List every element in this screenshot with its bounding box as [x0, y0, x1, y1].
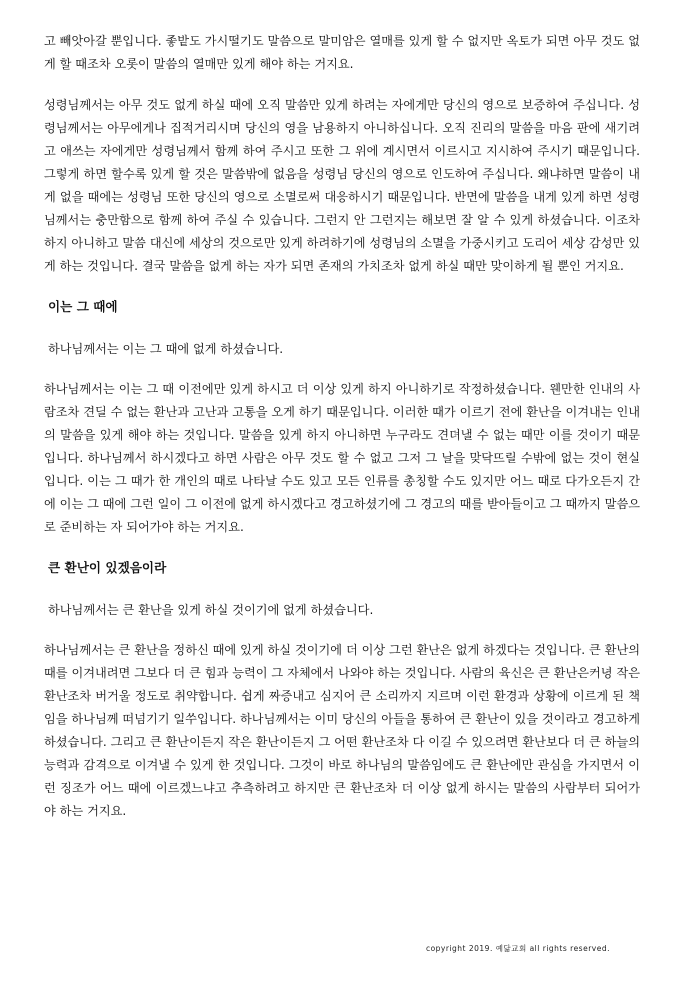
paragraph-1: 고 빼앗아갈 뿐입니다. 좋밭도 가시떨기도 말씀으로 말미암은 열매를 있게 할 수 없지만 옥토가 되면 아무 것도 없게 할 때조차 오롯이 말씀의 열매만 있게 해야 하는 거지요. [44, 34, 640, 71]
section-quote-2: 하나님께서는 큰 환난을 있게 하실 것이기에 없게 하셨습니다. [48, 603, 374, 617]
paragraph-4: 하나님께서는 큰 환난을 정하신 때에 있게 하실 것이기에 더 이상 그런 환난은 없게 하겠다는 것입니다. 큰 환난의 때를 이겨내려면 그보다 더 큰 힘과 능력이 그 자체에서 나와야 하는 것입니다. 사람의 육신은 큰 환난은커녕 작은 환난조차 버거울 정도로 취약합니다. 쉽게 짜증내고 심지어 큰 소리까지 지르며 이런 환경과 상황에 이르게 된 책임을 하나님께 떠넘기기 일쑤입니다. 하나님께서는 이미 당신의 아들을 통하여 큰 환난이 있을 것이라고 경고하게 하셨습니다. 그리고 큰 환난이든지 작은 환난이든지 그 어떤 환난조차 다 이길 수 있으려면 환난보다 더 큰 하늘의 능력과 감격으로 이겨낼 수 있게 한 것입니다. 그것이 바로 하나님의 말씀임에도 큰 환난에만 관심을 가지면서 이런 징조가 어느 때에 이르겠느냐고 추측하려고 하지만 큰 환난조차 더 이상 없게 하시는 말씀의 사람부터 되어가야 하는 거지요. [44, 643, 640, 818]
paragraph-3: 하나님께서는 이는 그 때 이전에만 있게 하시고 더 이상 있게 하지 아니하기로 작정하셨습니다. 웬만한 인내의 사람조차 견딜 수 없는 환난과 고난과 고통을 오게 하기 때문입니다. 이러한 때가 이르기 전에 환난을 이겨내는 인내의 말씀을 있게 해야 하는 것입니다. 말씀을 있게 하지 아니하면 누구라도 견뎌낼 수 없는 때만 이를 것이기 때문입니다. 하나님께서 하시겠다고 하면 사람은 아무 것도 할 수 없고 그저 그 날을 맞닥뜨릴 수밖에 없는 것이 현실입니다. 이는 그 때가 한 개인의 때로 나타날 수도 있고 모든 인류를 총칭할 수도 있지만 어느 때로 다가오든지 간에 이는 그 때에 그런 일이 그 이전에 없게 하시겠다고 경고하셨기에 그 경고의 때를 받아들이고 그 때까지 말씀으로 준비하는 자 되어가야 하는 거지요. [44, 382, 640, 534]
section-heading-1: 이는 그 때에 [48, 299, 118, 314]
paragraph-2: 성령님께서는 아무 것도 없게 하실 때에 오직 말씀만 있게 하려는 자에게만 당신의 영으로 보증하여 주십니다. 성령님께서는 아무에게나 집적거리시며 당신의 영을 남용하지 아니하십니다. 오직 진리의 말씀을 마음 판에 새기려고 애쓰는 자에게만 성령님께서 함께 하여 주시고 또한 그 위에 계시면서 이르시고 지시하여 주시기 때문입니다. 그렇게 하면 할수록 있게 할 것은 말씀밖에 없음을 성령님 당신의 영으로 인도하여 주십니다. 왜냐하면 말씀이 내게 없을 때에는 성령님 또한 당신의 영으로 소멸로써 대응하시기 때문입니다. 반면에 말씀을 내게 있게 하면 성령님께서는 충만함으로 함께 하여 주실 수 있습니다. 그런지 안 그런지는 해보면 잘 알 수 있게 하셨습니다. 이조차 하지 아니하고 말씀 대신에 세상의 것으로만 있게 하려하기에 성령님의 소멸을 가중시키고 도리어 세상 감성만 있게 하는 것입니다. 결국 말씀을 없게 하는 자가 되면 존재의 가치조차 없게 하실 때만 맞이하게 될 뿐인 거지요. [44, 98, 640, 273]
section-heading-2: 큰 환난이 있겠음이라 [48, 560, 167, 575]
copyright-footer: copyright 2019. 예닮교회 all rights reserved. [425, 944, 610, 953]
document-page [44, 30, 640, 841]
section-quote-1: 하나님께서는 이는 그 때에 없게 하셨습니다. [48, 342, 284, 356]
